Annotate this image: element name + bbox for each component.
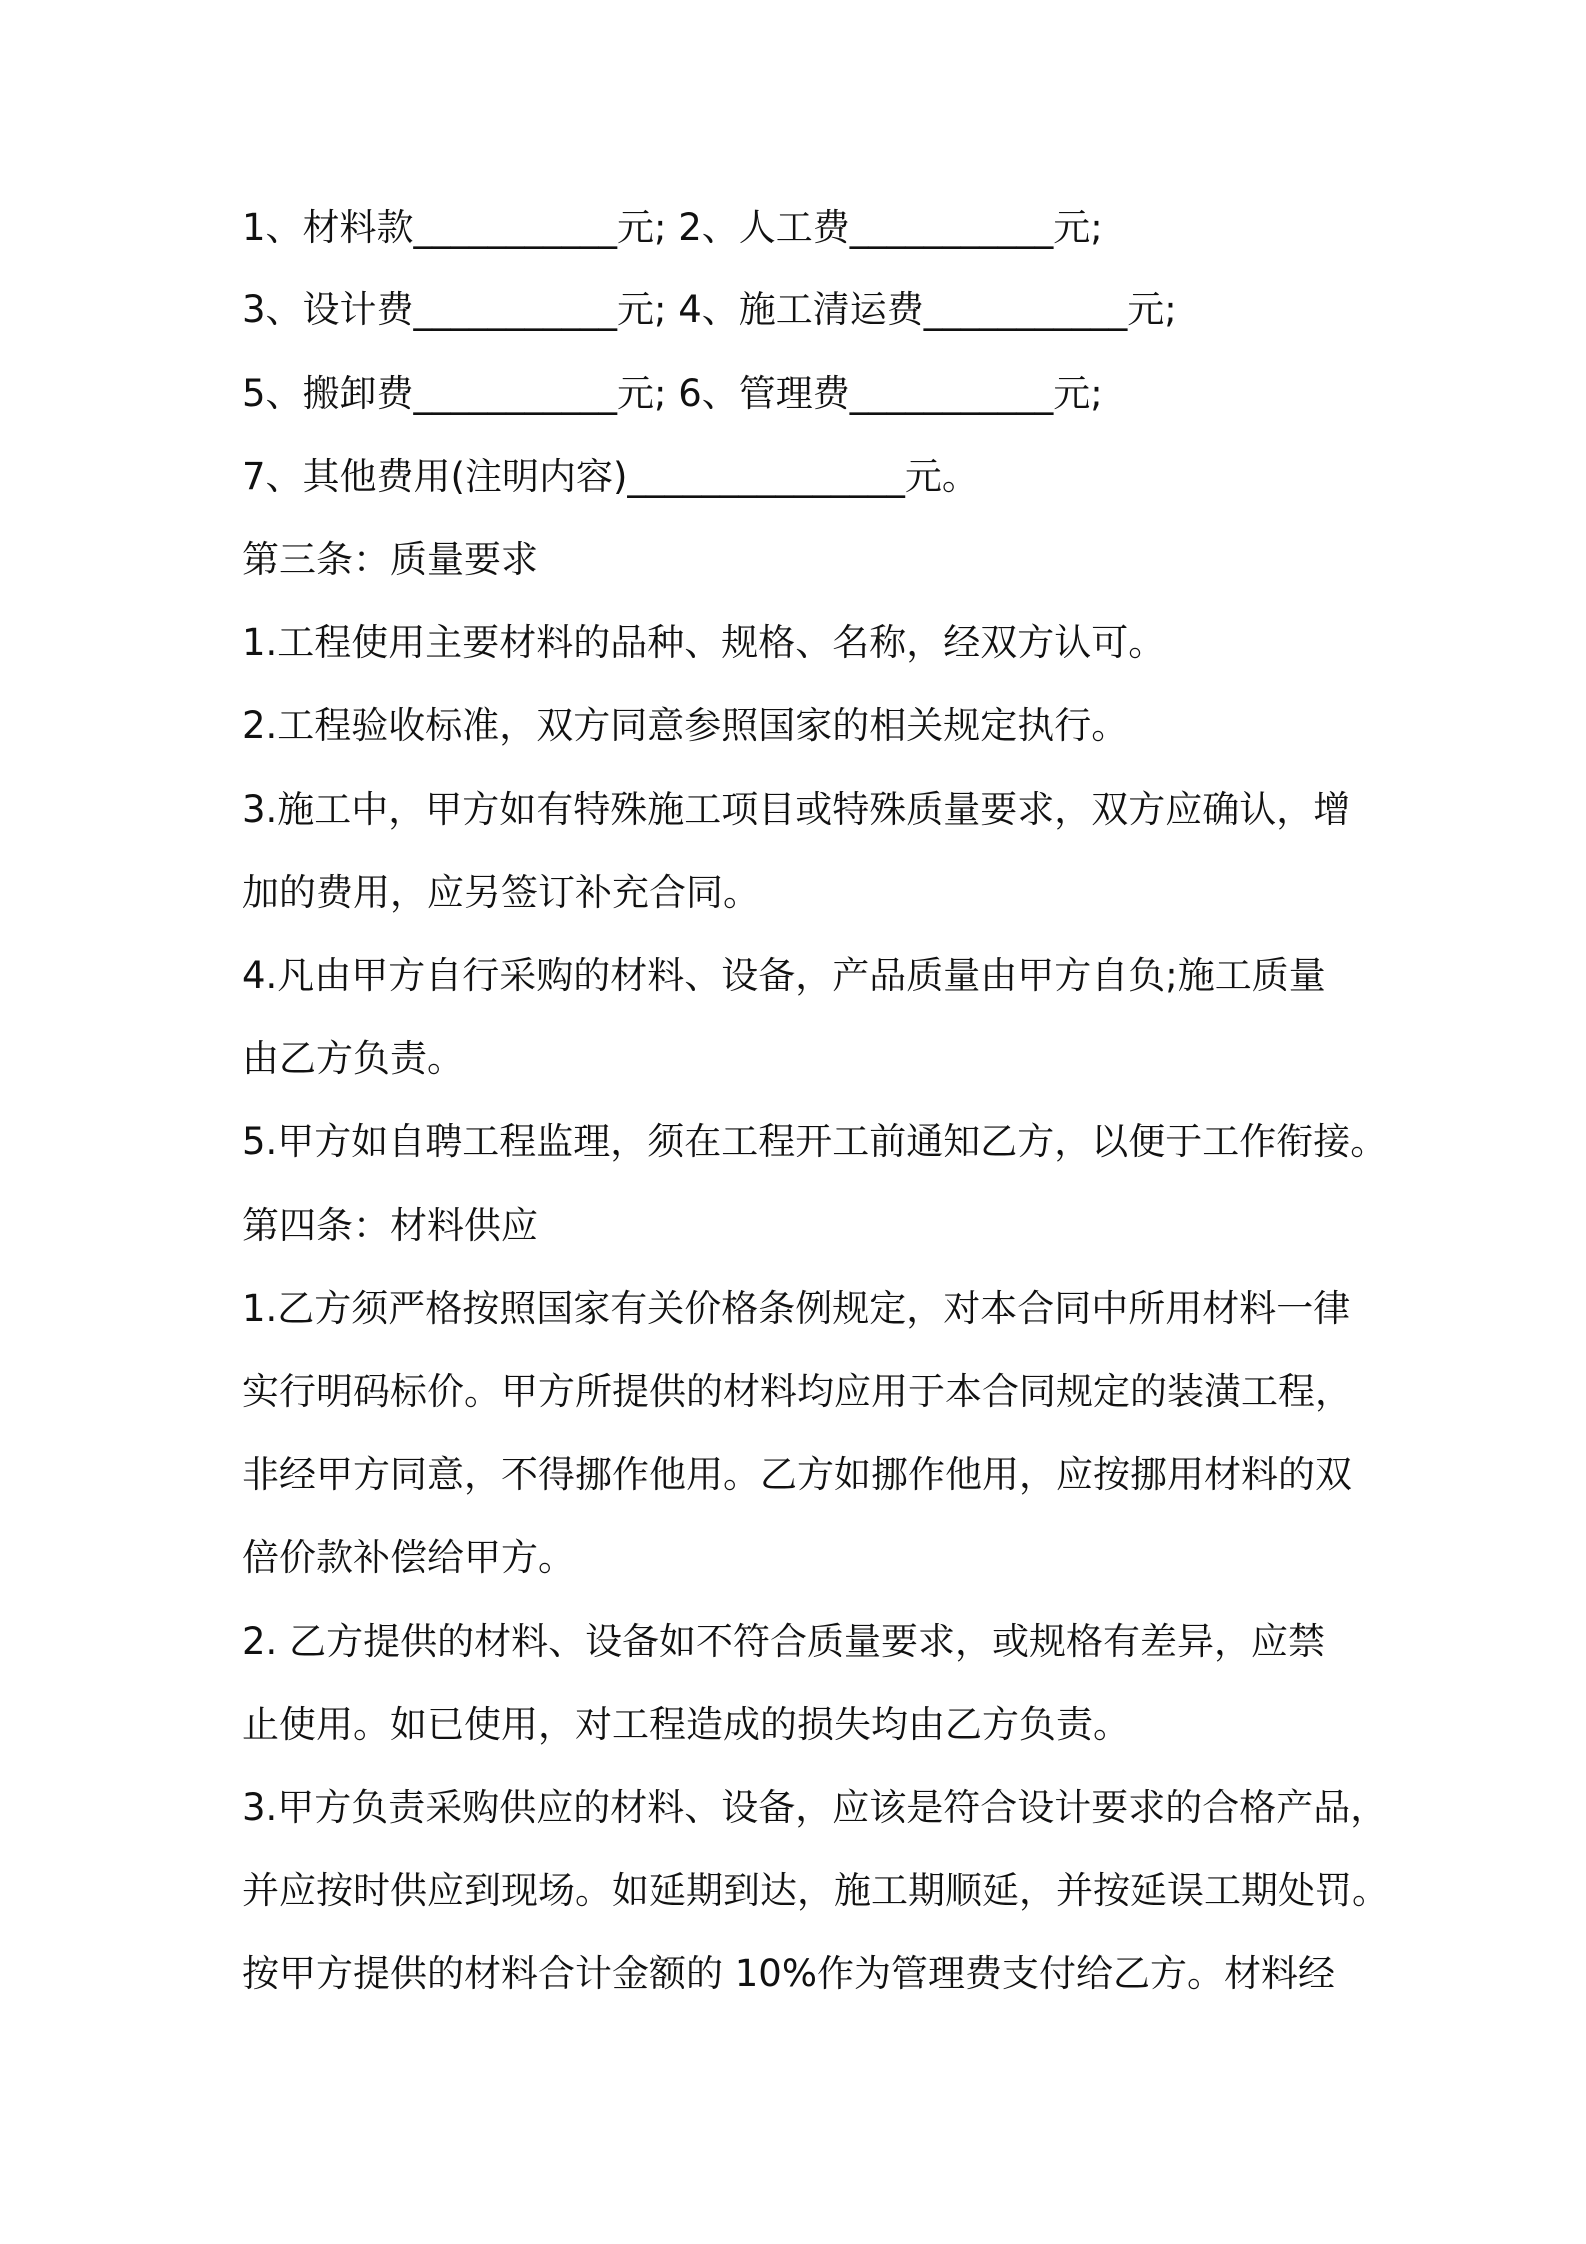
fee-line-1: 1、材料款___________元; 2、人工费___________元; <box>242 206 1103 249</box>
paragraph-line: 2.工程验收标准，双方同意参照国家的相关规定执行。 <box>242 704 1129 747</box>
paragraph-line: 由乙方负责。 <box>242 1037 464 1080</box>
paragraph-line: 加的费用，应另签订补充合同。 <box>242 871 760 914</box>
fee-line-4: 7、其他费用(注明内容)_______________元。 <box>242 455 979 498</box>
paragraph-line: 非经甲方同意，不得挪作他用。乙方如挪作他用，应按挪用材料的双 <box>242 1453 1352 1496</box>
fee-line-3: 5、搬卸费___________元; 6、管理费___________元; <box>242 372 1103 415</box>
section-heading-materials: 第四条：材料供应 <box>242 1204 538 1247</box>
fee-line-2: 3、设计费___________元; 4、施工清运费___________元; <box>242 288 1177 331</box>
paragraph-line: 1.工程使用主要材料的品种、规格、名称，经双方认可。 <box>242 621 1166 664</box>
paragraph-line: 3.施工中，甲方如有特殊施工项目或特殊质量要求，双方应确认，增 <box>242 788 1351 831</box>
paragraph-line: 5.甲方如自聘工程监理，须在工程开工前通知乙方，以便于工作衔接。 <box>242 1120 1388 1163</box>
paragraph-line: 1.乙方须严格按照国家有关价格条例规定，对本合同中所用材料一律 <box>242 1287 1351 1330</box>
paragraph-line: 并应按时供应到现场。如延期到达，施工期顺延，并按延误工期处罚。 <box>242 1869 1389 1912</box>
paragraph-line: 3.甲方负责采购供应的材料、设备，应该是符合设计要求的合格产品， <box>242 1786 1388 1829</box>
section-heading-quality: 第三条：质量要求 <box>242 538 538 581</box>
paragraph-line: 按甲方提供的材料合计金额的 10%作为管理费支付给乙方。材料经 <box>242 1952 1335 1995</box>
paragraph-line: 实行明码标价。甲方所提供的材料均应用于本合同规定的装潢工程， <box>242 1370 1352 1413</box>
paragraph-line: 2. 乙方提供的材料、设备如不符合质量要求，或规格有差异，应禁 <box>242 1620 1326 1663</box>
paragraph-line: 止使用。如已使用，对工程造成的损失均由乙方负责。 <box>242 1703 1130 1746</box>
paragraph-line: 倍价款补偿给甲方。 <box>242 1536 575 1579</box>
paragraph-line: 4.凡由甲方自行采购的材料、设备，产品质量由甲方自负;施工质量 <box>242 954 1326 997</box>
